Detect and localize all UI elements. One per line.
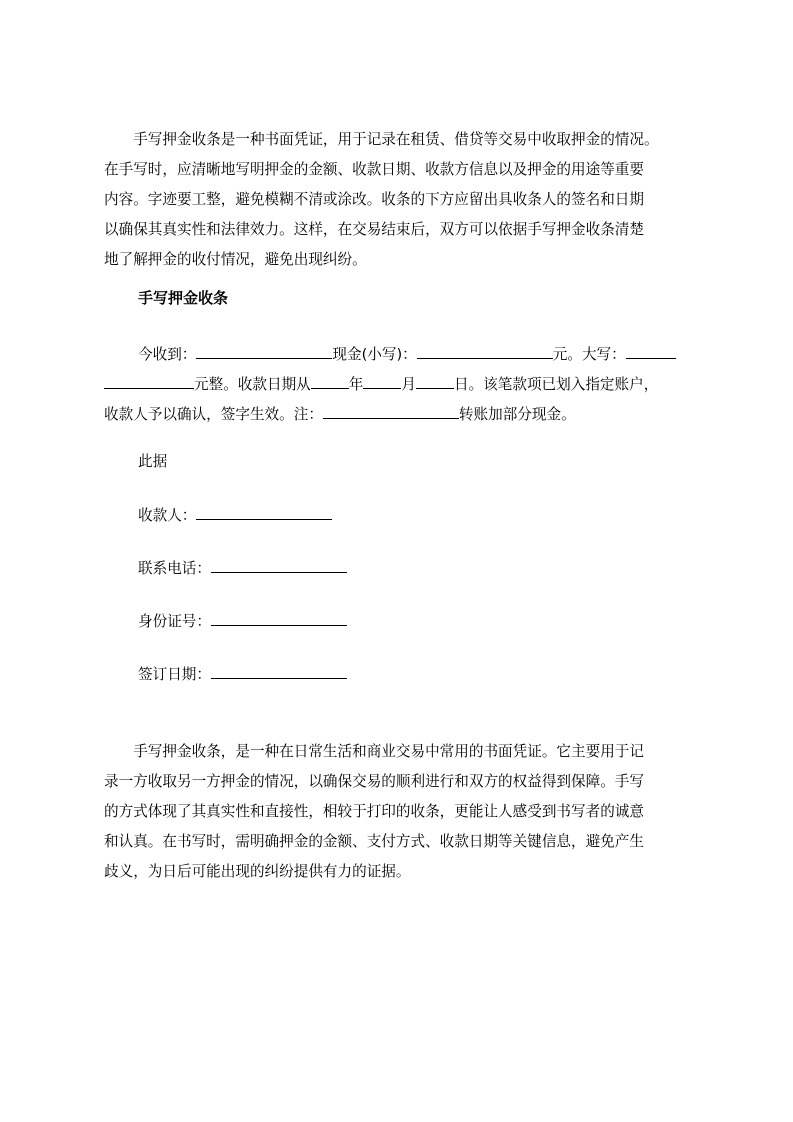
- year-blank[interactable]: [311, 373, 349, 389]
- sign-date-input[interactable]: [211, 663, 347, 679]
- outro-line: 录一方收取另一方押金的情况，以确保交易的顺利进行和双方的权益得到保障。手写: [104, 773, 644, 790]
- note-blank[interactable]: [323, 403, 459, 419]
- outro-paragraph: [104, 737, 704, 887]
- received-label: 今收到：: [138, 346, 197, 363]
- outro-line: 手写押金收条，是一种在日常生活和商业交易中常用的书面凭证。它主要用于记: [104, 743, 644, 760]
- intro-paragraph: [104, 125, 704, 275]
- day-label: 日。该笔款项已划入指定账户，: [453, 376, 659, 393]
- year-label: 年: [348, 376, 364, 393]
- yuan-label: 元。大写：: [552, 346, 626, 363]
- receipt-body-line: [104, 400, 704, 430]
- receipt-title: 手写押金收条: [138, 289, 229, 307]
- receipt-body: [104, 340, 704, 430]
- confirm-label: 收款人予以确认，签字生效。注：: [104, 406, 323, 423]
- field-label: 收款人：: [138, 507, 197, 524]
- field-label: 身份证号：: [138, 613, 211, 630]
- month-blank[interactable]: [363, 373, 401, 389]
- field-id-number: [138, 607, 347, 637]
- month-label: 月: [401, 376, 416, 393]
- amount-numeric-blank[interactable]: [417, 343, 553, 359]
- amount-words-blank-cont[interactable]: [104, 373, 194, 389]
- intro-line: 在手写时，应清晰地写明押金的金额、收款日期、收款方信息以及押金的用途等重要: [104, 161, 644, 178]
- intro-line: 手写押金收条是一种书面凭证，用于记录在租赁、借贷等交易中收取押金的情况。: [104, 131, 659, 148]
- day-blank[interactable]: [416, 373, 454, 389]
- receipt-body-line: [104, 370, 704, 400]
- field-label: 联系电话：: [138, 560, 211, 577]
- basis-text: 此据: [138, 453, 168, 470]
- intro-line: 以确保其真实性和法律效力。这样，在交易结束后，双方可以依据手写押金收条清楚: [104, 221, 644, 238]
- field-label: 签订日期：: [138, 666, 211, 683]
- intro-line: 地了解押金的收付情况，避免出现纠纷。: [104, 251, 367, 268]
- payer-blank[interactable]: [196, 343, 332, 359]
- outro-line: 和认真。在书写时，需明确押金的金额、支付方式、收款日期等关键信息，避免产生: [104, 833, 644, 850]
- outro-line: 的方式体现了其真实性和直接性，相较于打印的收条，更能让人感受到书写者的诚意: [104, 803, 644, 820]
- field-payee: [138, 501, 332, 531]
- yuan-whole-label: 元整。收款日期从: [194, 376, 311, 393]
- cash-label: 现金(小写)：: [332, 346, 417, 363]
- field-phone: [138, 554, 347, 584]
- transfer-label: 转账加部分现金。: [458, 406, 576, 423]
- receipt-body-line: [104, 340, 704, 370]
- phone-input[interactable]: [211, 557, 347, 573]
- field-sign-date: [138, 660, 347, 690]
- amount-words-blank[interactable]: [626, 343, 676, 359]
- payee-input[interactable]: [196, 504, 332, 520]
- intro-line: 内容。字迹要工整，避免模糊不清或涂改。收条的下方应留出具收条人的签名和日期: [104, 191, 644, 208]
- id-number-input[interactable]: [211, 610, 347, 626]
- outro-line: 歧义，为日后可能出现的纠纷提供有力的证据。: [104, 863, 411, 880]
